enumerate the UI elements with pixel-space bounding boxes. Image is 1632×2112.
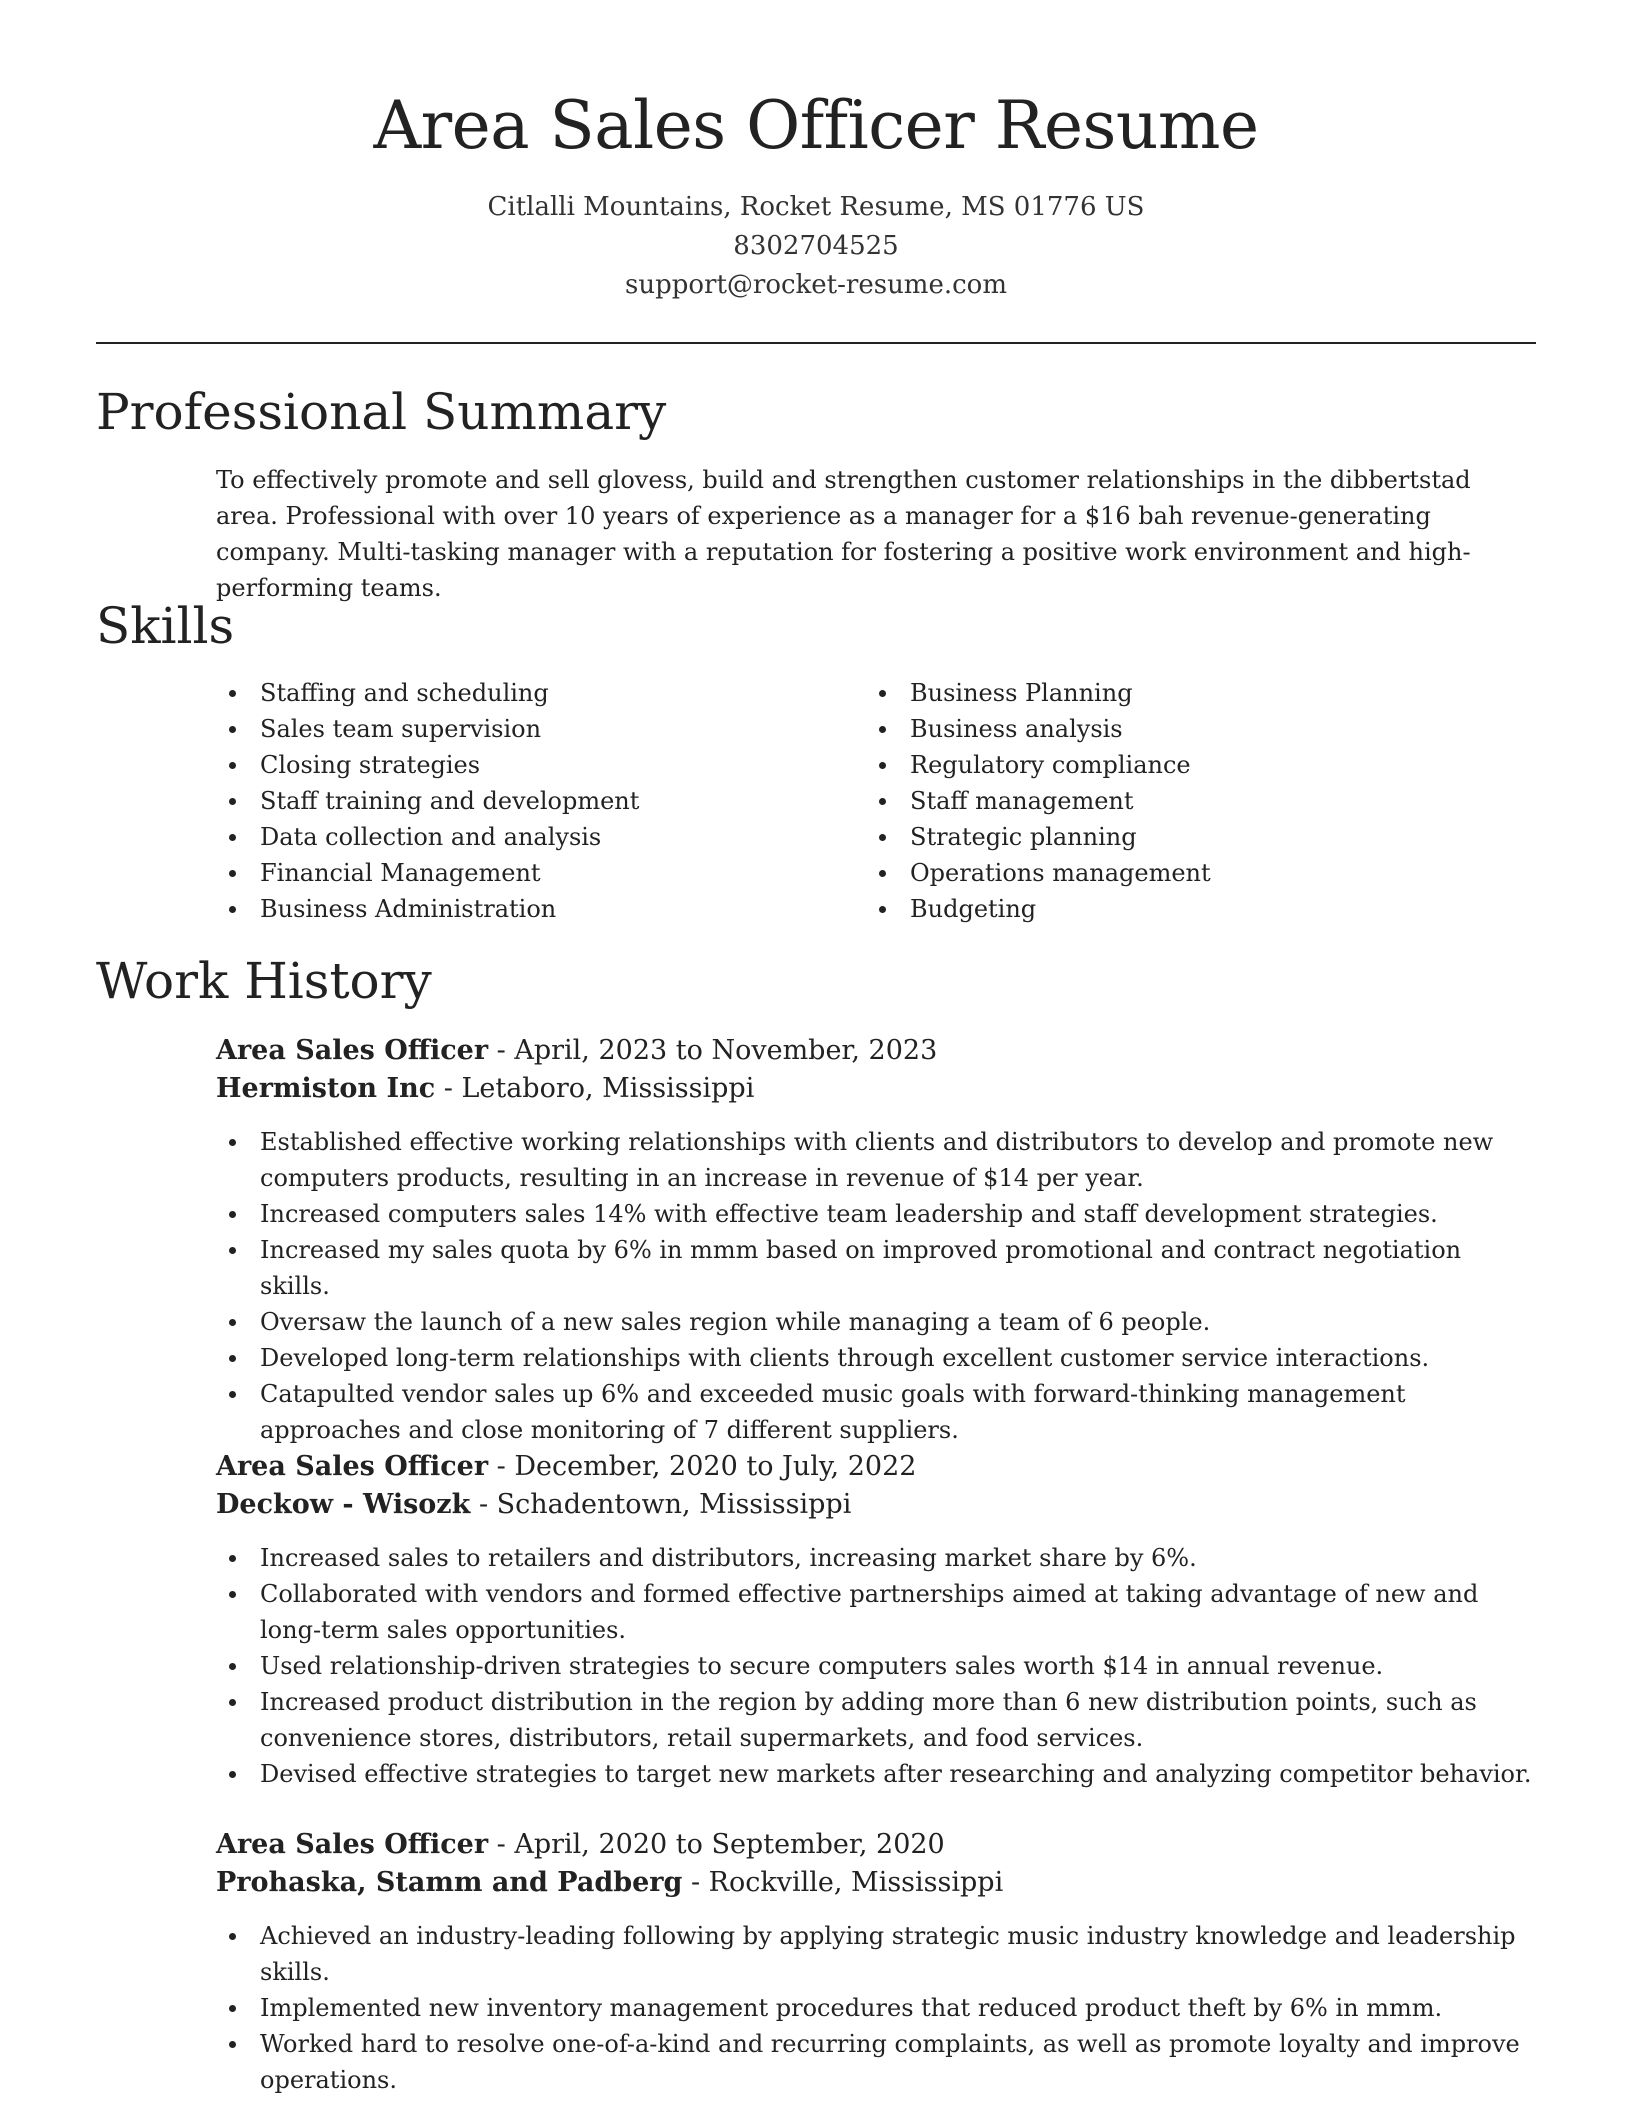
- job-entry: [216, 1826, 1536, 2098]
- job-entry: [216, 1032, 1536, 1448]
- job-location: - Letaboro, Mississippi: [435, 1073, 755, 1104]
- job-company-line: [216, 1070, 1536, 1108]
- contact-email: support@rocket-resume.com: [624, 270, 1007, 300]
- job-bullet: Oversaw the launch of a new sales region while managing a team of 6 people.: [216, 1304, 1536, 1340]
- job-bullet: Increased product distribution in the region by adding more than 6 new distribution points, such as convenience stores, distributors, retail supermarkets, and food services.: [216, 1684, 1536, 1756]
- job-dates: - April, 2023 to November, 2023: [488, 1035, 938, 1066]
- job-bullets: [216, 1124, 1536, 1448]
- skill-item: Data collection and analysis: [216, 819, 836, 855]
- job-company: Hermiston Inc: [216, 1073, 436, 1104]
- job-bullet: Catapulted vendor sales up 6% and exceeded music goals with forward-thinking management approaches and close monitoring of 7 different suppliers.: [216, 1376, 1536, 1448]
- job-bullet: Collaborated with vendors and formed effective partnerships aimed at taking advantage of new and long-term sales opportunities.: [216, 1576, 1536, 1648]
- job-title-line: [216, 1448, 1536, 1486]
- resume-header: [0, 0, 1632, 305]
- job-dates: - December, 2020 to July, 2022: [488, 1451, 917, 1482]
- page-title: Area Sales Officer Resume: [373, 87, 1259, 164]
- skill-item: Operations management: [866, 855, 1486, 891]
- skill-item: Regulatory compliance: [866, 747, 1486, 783]
- job-title: Area Sales Officer: [216, 1451, 489, 1482]
- skill-item: Budgeting: [866, 891, 1486, 927]
- skill-item: Staff management: [866, 783, 1486, 819]
- skill-item: Strategic planning: [866, 819, 1486, 855]
- contact-address: Citlalli Mountains, Rocket Resume, MS 01776 US: [487, 192, 1145, 222]
- job-company: Prohaska, Stamm and Padberg: [216, 1867, 683, 1898]
- header-divider: [96, 342, 1536, 344]
- job-title: Area Sales Officer: [216, 1829, 489, 1860]
- job-bullet: Devised effective strategies to target new markets after researching and analyzing competitor behavior.: [216, 1756, 1536, 1792]
- job-bullets: [216, 1540, 1536, 1792]
- skills-heading: Skills: [96, 597, 235, 655]
- job-location: - Rockville, Mississippi: [682, 1867, 1004, 1898]
- job-bullet: Implemented new inventory management procedures that reduced product theft by 6% in mmm.: [216, 1990, 1536, 2026]
- skill-item: Business analysis: [866, 711, 1486, 747]
- job-bullet: Increased computers sales 14% with effective team leadership and staff development strategies.: [216, 1196, 1536, 1232]
- job-company-line: [216, 1486, 1536, 1524]
- job-title-line: [216, 1826, 1536, 1864]
- skill-item: Business Administration: [216, 891, 836, 927]
- skills-list-left: [216, 675, 836, 927]
- skill-item: Business Planning: [866, 675, 1486, 711]
- contact-info: [0, 188, 1632, 305]
- job-bullet: Developed long-term relationships with clients through excellent customer service interactions.: [216, 1340, 1536, 1376]
- skills-list-right: [866, 675, 1486, 927]
- job-company: Deckow - Wisozk: [216, 1489, 471, 1520]
- job-dates: - April, 2020 to September, 2020: [488, 1829, 945, 1860]
- job-title-line: [216, 1032, 1536, 1070]
- skill-item: Sales team supervision: [216, 711, 836, 747]
- job-bullet: Increased sales to retailers and distributors, increasing market share by 6%.: [216, 1540, 1536, 1576]
- job-bullet: Increased my sales quota by 6% in mmm based on improved promotional and contract negotiation skills.: [216, 1232, 1536, 1304]
- work-history-heading: Work History: [96, 952, 432, 1010]
- job-company-line: [216, 1864, 1536, 1902]
- summary-heading: Professional Summary: [96, 383, 667, 441]
- skill-item: Staffing and scheduling: [216, 675, 836, 711]
- job-entry: [216, 1448, 1536, 1792]
- job-location: - Schadentown, Mississippi: [470, 1489, 852, 1520]
- summary-text: To effectively promote and sell glovess, build and strengthen customer relationships in the dibbertstad area. Professional with over 10 years of experience as a manager for a $16 bah revenue-generating company. Multi-tasking manager with a reputation for fostering a positive work environment and high-performing teams.: [216, 466, 1471, 602]
- job-bullet: Achieved an industry-leading following by applying strategic music industry knowledge and leadership skills.: [216, 1918, 1536, 1990]
- skill-item: Financial Management: [216, 855, 836, 891]
- job-bullet: Worked hard to resolve one-of-a-kind and recurring complaints, as well as promote loyalty and improve operations.: [216, 2026, 1536, 2098]
- job-bullet: Used relationship-driven strategies to secure computers sales worth $14 in annual revenue.: [216, 1648, 1536, 1684]
- job-bullet: Established effective working relationships with clients and distributors to develop and promote new computers products, resulting in an increase in revenue of $14 per year.: [216, 1124, 1536, 1196]
- job-bullets: [216, 1918, 1536, 2098]
- skill-item: Staff training and development: [216, 783, 836, 819]
- skill-item: Closing strategies: [216, 747, 836, 783]
- contact-phone: 8302704525: [733, 231, 899, 261]
- job-title: Area Sales Officer: [216, 1035, 489, 1066]
